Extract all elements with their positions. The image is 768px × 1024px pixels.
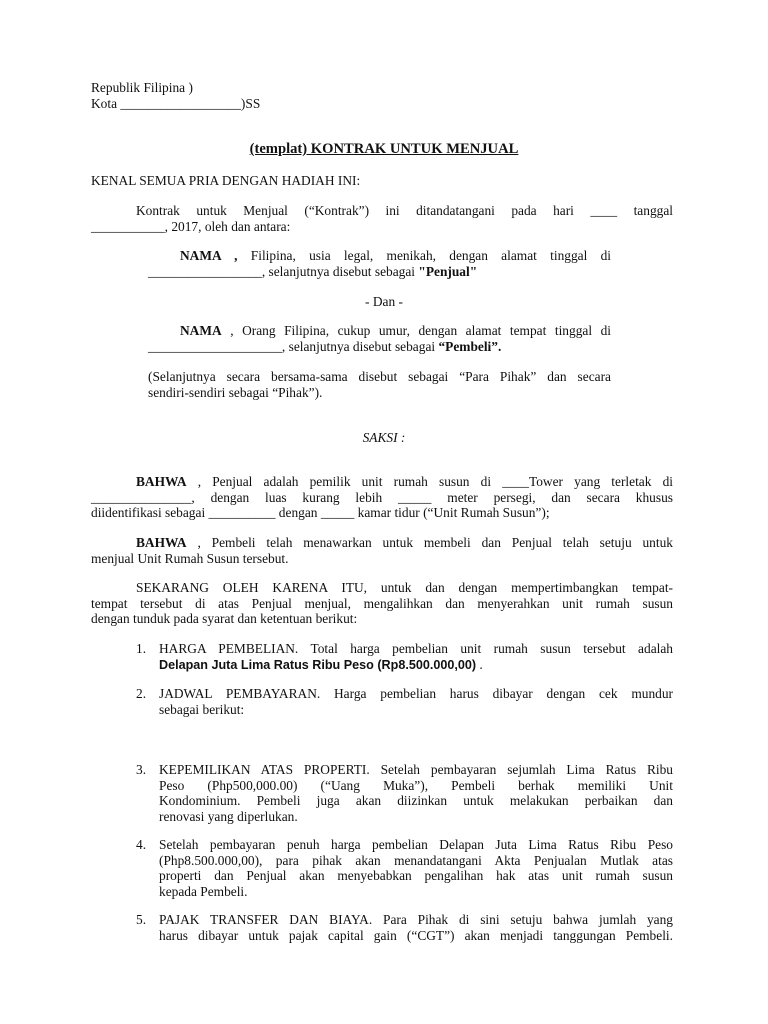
now-line-1: SEKARANG OLEH KARENA ITU, untuk dan dengan mempertimbangkan tempat- — [136, 580, 673, 595]
seller-paragraph — [148, 248, 611, 279]
seller-line-2 — [148, 264, 611, 280]
buyer-line-1 — [148, 323, 611, 339]
header-country-line: Republik Filipina ) — [91, 80, 193, 95]
buyer-paragraph — [148, 323, 611, 354]
clause-1-number: 1. — [136, 641, 147, 656]
document-title: (templat) KONTRAK UNTUK MENJUAL — [249, 141, 519, 157]
clause-2-line-2: sebagai berikut: — [159, 701, 245, 717]
clause-4 — [136, 837, 673, 899]
parties-line-2: sendiri-sendiri sebagai “Pihak”). — [148, 384, 323, 400]
clause-5-line-1: PAJAK TRANSFER DAN BIAYA. Para Pihak di sini setuju bahwa jumlah yang — [159, 912, 673, 927]
header-city-label: Kota — [91, 95, 121, 111]
seller-line-1 — [148, 248, 611, 264]
header-jurisdiction — [91, 80, 260, 111]
whereas-1-lead: BAHWA — [136, 474, 187, 489]
parties-paragraph — [148, 369, 611, 400]
clause-1 — [136, 641, 673, 673]
clause-5-body — [159, 912, 673, 943]
whereas-1-paragraph — [91, 474, 673, 521]
header-city-line — [91, 96, 260, 112]
and-separator: - Dan - — [365, 294, 403, 309]
clause-1-line-2 — [159, 657, 673, 674]
intro-line-1: Kontrak untuk Menjual (“Kontrak”) ini ditandatangani pada hari ____ tanggal — [136, 203, 673, 218]
clause-1-body — [159, 641, 673, 673]
clause-2 — [136, 686, 673, 717]
clause-4-line-3: properti dan Penjual akan menyebabkan pengalihan hak atas unit rumah susun — [159, 868, 673, 884]
intro-line-2: ___________, 2017, oleh dan antara: — [91, 218, 291, 234]
buyer-line-1-text: , Orang Filipina, cukup umur, dengan alamat tempat tinggal di — [221, 323, 611, 338]
witnesseth-heading: SAKSI : — [362, 430, 406, 445]
clause-4-line-4: kepada Pembeli. — [159, 883, 248, 899]
seller-line-1-text: Filipina, usia legal, menikah, dengan alamat tinggal di — [237, 248, 612, 263]
buyer-line-2-text: ____________________, selanjutnya disebut sebagai — [148, 338, 439, 354]
buyer-name: NAMA — [180, 323, 222, 338]
seller-role: "Penjual" — [418, 263, 478, 279]
seller-name: NAMA , — [180, 248, 238, 263]
clause-3-line-3: Kondominium. Pembeli juga akan diizinkan untuk melakukan perbaikan dan — [159, 793, 673, 809]
whereas-2-lead: BAHWA — [136, 535, 187, 550]
now-line-2: tempat tersebut di atas Penjual menjual, mengalihkan dan menyerahkan unit rumah susun — [91, 595, 673, 611]
clause-4-body — [159, 837, 673, 899]
clause-5 — [136, 912, 673, 943]
clause-3-line-2: Peso (Php500,000.00) (“Uang Muka”), Pembeli berhak memiliki Unit — [159, 777, 673, 793]
whereas-2-line-1-text: , Pembeli telah menawarkan untuk membeli dan Penjual telah setuju untuk — [186, 535, 673, 550]
whereas-2-line-2: menjual Unit Rumah Susun tersebut. — [91, 550, 289, 566]
clause-1-line-2-tail: . — [476, 656, 483, 672]
clause-2-body — [159, 686, 673, 717]
whereas-1-line-2: _______________, dengan luas kurang lebih _____ meter persegi, dan secara khusus — [91, 489, 673, 505]
whereas-1-line-1 — [91, 474, 673, 490]
header-ss: )SS — [240, 95, 261, 111]
clause-4-number: 4. — [136, 837, 147, 852]
intro-paragraph — [91, 203, 673, 234]
clause-4-line-2: (Php8.500.000,00), para pihak akan menandatangani Akta Penjualan Mutlak atas — [159, 852, 673, 868]
clause-3-line-4: renovasi yang diperlukan. — [159, 808, 298, 824]
whereas-1-line-1-text: , Penjual adalah pemilik unit rumah susun di ____Tower yang terletak di — [186, 474, 673, 489]
clause-2-number: 2. — [136, 686, 147, 701]
clause-3-body — [159, 762, 673, 824]
clause-5-line-2: harus dibayar untuk pajak capital gain (“CGT”) akan menjadi tanggungan Pembeli. — [159, 927, 673, 943]
buyer-role: “Pembeli”. — [438, 338, 502, 354]
title-container — [0, 141, 768, 158]
clause-3-line-1: KEPEMILIKAN ATAS PROPERTI. Setelah pembayaran sejumlah Lima Ratus Ribu — [159, 762, 673, 777]
clause-3 — [136, 762, 673, 824]
whereas-2-line-1 — [91, 535, 673, 551]
now-therefore-paragraph — [91, 580, 673, 627]
whereas-2-paragraph — [91, 535, 673, 566]
clause-3-number: 3. — [136, 762, 147, 777]
seller-line-2-text: _________________, selanjutnya disebut sebagai — [148, 263, 419, 279]
buyer-line-2 — [148, 339, 611, 355]
clause-5-number: 5. — [136, 912, 147, 927]
clause-2-line-1: JADWAL PEMBAYARAN. Harga pembelian harus dibayar dengan cek mundur — [159, 686, 673, 701]
now-line-3: dengan tunduk pada syarat dan ketentuan berikut: — [91, 611, 358, 627]
whereas-1-line-3: diidentifikasi sebagai __________ dengan _____ kamar tidur (“Unit Rumah Susun”); — [91, 505, 550, 521]
clause-4-line-1: Setelah pembayaran penuh harga pembelian Delapan Juta Lima Ratus Ribu Peso — [159, 837, 673, 852]
clause-1-line-1: HARGA PEMBELIAN. Total harga pembelian unit rumah susun tersebut adalah — [159, 641, 673, 656]
header-city-blank: __________________ — [120, 95, 241, 111]
parties-line-1: (Selanjutnya secara bersama-sama disebut sebagai “Para Pihak” dan secara — [148, 369, 611, 384]
clause-1-price-bold: Delapan Juta Lima Ratus Ribu Peso (Rp8.500.000,00) — [159, 657, 477, 672]
greeting: KENAL SEMUA PRIA DENGAN HADIAH INI: — [91, 173, 361, 188]
